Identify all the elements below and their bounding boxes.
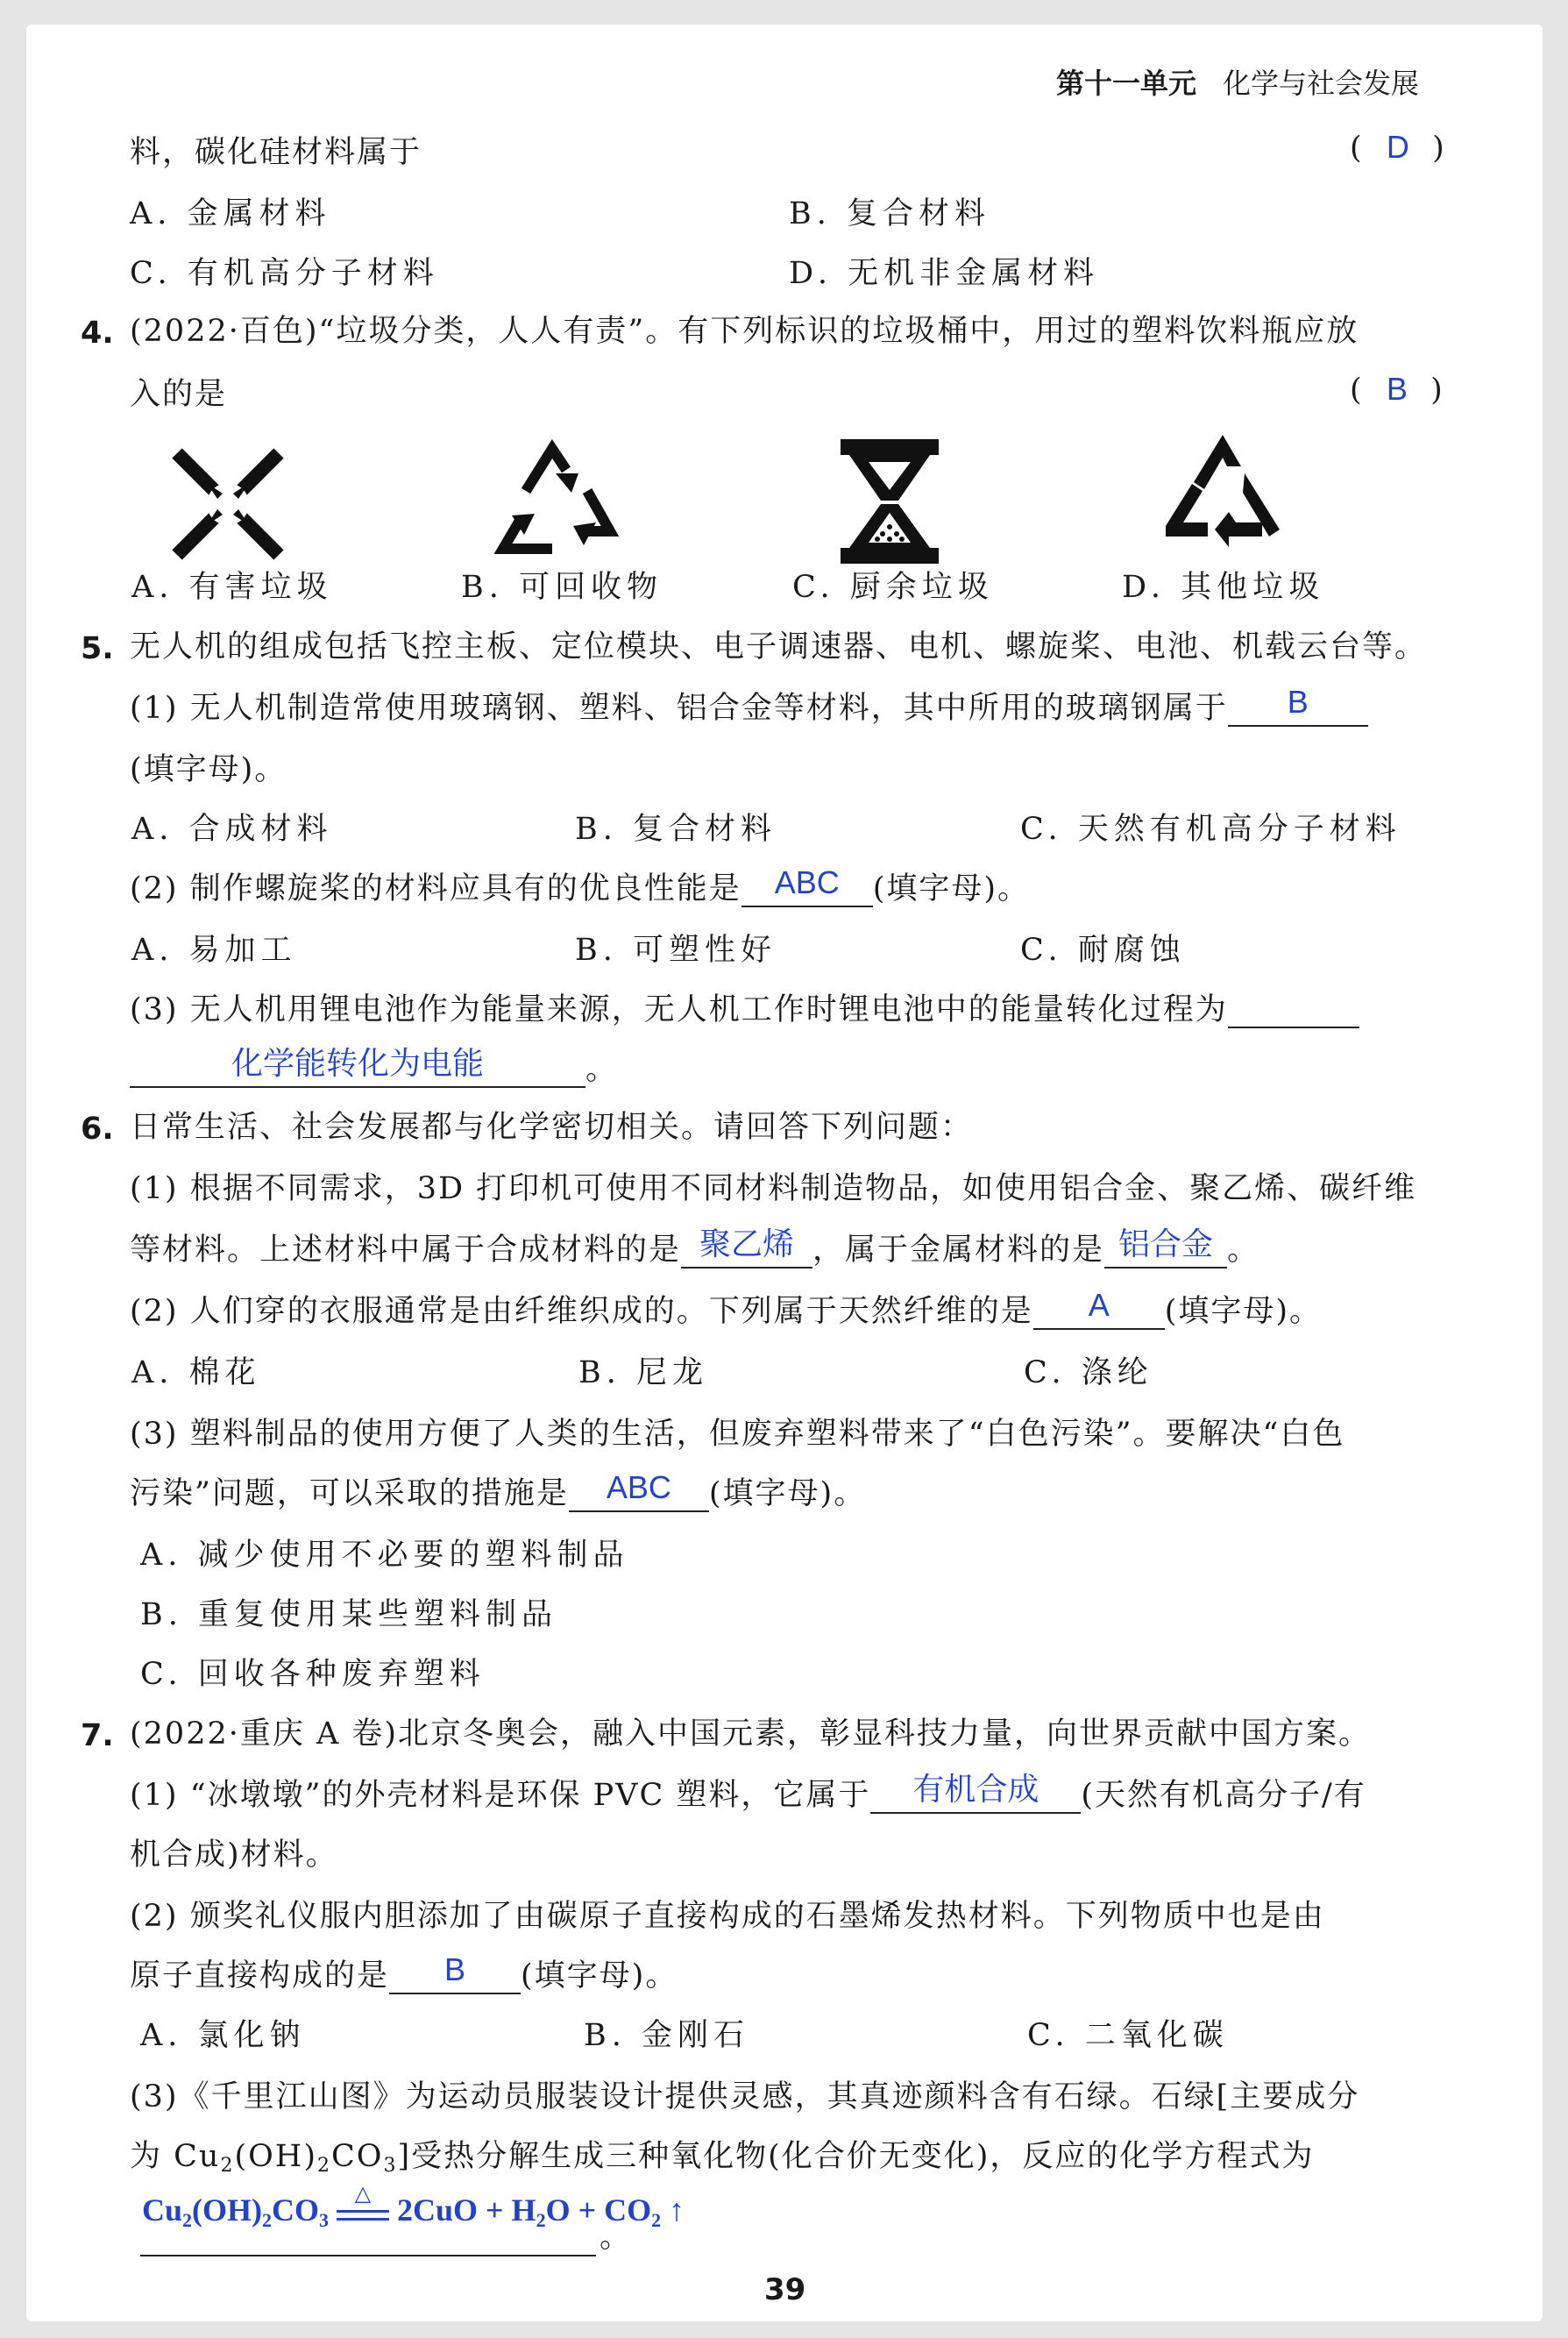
q5-part1-answer: B: [1287, 684, 1309, 720]
q5-part3-blank-start: [1228, 993, 1359, 1028]
q6-part3-blank[interactable]: [569, 1469, 709, 1512]
q5-part2-blank[interactable]: [741, 864, 873, 907]
q5-part2-option-b: B. 可塑性好: [575, 933, 777, 968]
eq-gas-arrow: ↑: [669, 2192, 685, 2228]
q5-part3-answer: 化学能转化为电能: [231, 1045, 484, 1081]
eq-reactant-oh: (OH): [192, 2192, 263, 2228]
q3-answer-paren: ( D ): [1350, 129, 1446, 166]
q7-part2-text: 原子直接构成的是: [130, 1958, 390, 1993]
q7-part3-sub-1: 2: [220, 2155, 235, 2177]
q7-part2-option-a: A. 氯化钠: [140, 2018, 306, 2053]
q7-part2-option-c: C. 二氧化碳: [1027, 2018, 1229, 2053]
eq-sub-3: 3: [319, 2209, 330, 2231]
q6-part1-blank2[interactable]: [1104, 1226, 1227, 1268]
eq-reactant-co: CO: [272, 2192, 320, 2228]
header-unit: 第十一单元: [1056, 67, 1197, 100]
q5-part2: [130, 864, 1031, 908]
q5-part1-option-a: A. 合成材料: [131, 812, 333, 847]
q7-stem: (2022·重庆 A 卷)北京冬奥会，融入中国元素，彰显科技力量，向世界贡献中国方案。: [130, 1716, 1372, 1752]
equals-sign: [337, 2210, 389, 2221]
q7-number: 7.: [81, 1718, 114, 1753]
q6-part3-option-a: A. 减少使用不必要的塑料制品: [140, 1538, 629, 1573]
q5-part3-tail: 。: [585, 1052, 619, 1087]
q6-part3-answer: ABC: [606, 1469, 671, 1505]
q6-part3-text: 污染”问题，可以采取的措施是: [130, 1476, 569, 1511]
q5-part2-option-c: C. 耐腐蚀: [1020, 933, 1186, 968]
q6-part1-line1: (1) 根据不同需求，3D 打印机可使用不同材料制造物品，如使用铝合金、聚乙烯、碳纤维: [130, 1171, 1417, 1206]
q7-part1-blank[interactable]: [870, 1771, 1081, 1814]
q6-part3-line2: [130, 1469, 867, 1513]
q6-part1-line2: [130, 1226, 1260, 1269]
q7-part2-option-b: B. 金刚石: [584, 2018, 749, 2053]
q7-part3-line2: [130, 2137, 1314, 2185]
q6-part1-text-b: ，属于金属材料的是: [812, 1233, 1105, 1268]
q5-part1-option-c: C. 天然有机高分子材料: [1020, 812, 1401, 847]
q6-part2-option-b: B. 尼龙: [578, 1355, 708, 1390]
eq-sub-4: 2: [536, 2209, 546, 2231]
q3-option-b: B. 复合材料: [789, 196, 990, 231]
q5-part3-text: [130, 991, 1359, 1029]
q3-option-a: A. 金属材料: [130, 196, 331, 231]
q5-part1-text: (1) 无人机制造常使用玻璃钢、塑料、铝合金等材料，其中所用的玻璃钢属于: [130, 691, 1228, 726]
q5-part3-blank[interactable]: [130, 1045, 585, 1088]
q6-part2-text: (2) 人们穿的衣服通常是由纤维织成的。下列属于天然纤维的是: [130, 1294, 1033, 1329]
q6-stem: 日常生活、社会发展都与化学密切相关。请回答下列问题：: [130, 1110, 974, 1145]
q7-part3-line1: (3)《千里江山图》为运动员服装设计提供灵感，其真迹颜料含有石绿。石绿[主要成分: [130, 2079, 1360, 2114]
q7-part1-text: (1) “冰墩墩”的外壳材料是环保 PVC 塑料，它属于: [130, 1778, 871, 1813]
q6-part3-line1: (3) 塑料制品的使用方便了人类的生活，但废弃塑料带来了“白色污染”。要解决“白色: [130, 1417, 1345, 1452]
q7-part2-answer: B: [444, 1951, 466, 1987]
heat-symbol: △: [354, 2183, 372, 2206]
q7-part3-text-a: 为 Cu: [130, 2139, 221, 2174]
q7-part1-tail: (天然有机高分子/有: [1081, 1778, 1366, 1813]
q6-part2: [130, 1287, 1323, 1331]
q5-part2-answer: ABC: [774, 864, 840, 900]
q6-part2-blank[interactable]: [1033, 1287, 1165, 1330]
q4-number: 4.: [81, 316, 114, 351]
q7-part1-answer: 有机合成: [912, 1771, 1039, 1807]
q5-part3-question: (3) 无人机用锂电池作为能量来源，无人机工作时锂电池中的能量转化过程为: [130, 992, 1228, 1027]
q6-part1-text-c: 。: [1227, 1233, 1260, 1268]
page-number: 39: [764, 2272, 806, 2307]
other-waste-icon: [1157, 431, 1288, 561]
q6-part3-option-b: B. 重复使用某些塑料制品: [140, 1597, 557, 1632]
q3-answer: D: [1386, 129, 1409, 165]
q7-part2-blank[interactable]: [389, 1951, 521, 1994]
q7-part1-line2: 机合成)材料。: [130, 1837, 338, 1873]
q6-part3-option-c: C. 回收各种废弃塑料: [140, 1657, 486, 1692]
q4-option-d: D. 其他垃圾: [1122, 570, 1325, 605]
q6-part3-tail: (填字母)。: [708, 1476, 867, 1511]
q5-part3-line2: [130, 1045, 619, 1089]
eq-products-b: O + CO: [545, 2192, 652, 2228]
q4-answer: B: [1386, 371, 1408, 407]
q6-part2-answer: A: [1088, 1287, 1110, 1323]
q5-part2-option-a: A. 易加工: [131, 933, 297, 968]
eq-products-a: 2CuO + H: [397, 2192, 536, 2228]
q5-part1-option-b: B. 复合材料: [575, 812, 777, 847]
q4-answer-paren: ( B ): [1350, 371, 1444, 408]
header-topic: 化学与社会发展: [1223, 67, 1420, 100]
q4-option-c: C. 厨余垃圾: [792, 570, 994, 605]
q5-part1-blank[interactable]: [1228, 684, 1368, 727]
q5-part1: [130, 684, 1368, 728]
q7-part2-line1: (2) 颁奖礼仪服内胆添加了由碳原子直接构成的石墨烯发热材料。下列物质中也是由: [130, 1899, 1325, 1934]
q6-part2-tail: (填字母)。: [1164, 1294, 1323, 1329]
q7-part3-text-c: CO: [330, 2139, 384, 2174]
eq-sub-5: 2: [651, 2209, 662, 2231]
q6-part1-text-a: 等材料。上述材料中属于合成材料的是: [130, 1233, 682, 1268]
q5-number: 5.: [81, 631, 114, 666]
q4-option-a: A. 有害垃圾: [131, 570, 333, 605]
q6-number: 6.: [81, 1112, 114, 1147]
q7-part3-text-d: ]受热分解生成三种氧化物(化合价无变化)，反应的化学方程式为: [397, 2139, 1315, 2174]
q7-part3-sub-2: 2: [316, 2155, 331, 2177]
q6-part1-answer2: 铝合金: [1118, 1226, 1214, 1261]
q6-part2-option-a: A. 棉花: [131, 1355, 261, 1390]
q7-part2-line2: [130, 1951, 678, 1995]
q4-option-b: B. 可回收物: [461, 570, 663, 605]
q3-option-d: D. 无机非金属材料: [789, 256, 1100, 291]
q3-text: 料，碳化硅材料属于: [130, 135, 422, 170]
eq-sub-2: 2: [262, 2209, 273, 2231]
eq-reactant-cu: Cu: [142, 2192, 183, 2228]
q4-stem-line1: (2022·百色)“垃圾分类，人人有责”。有下列标识的垃圾桶中，用过的塑料饮料瓶应放: [130, 314, 1359, 349]
q5-part2-tail: (填字母)。: [872, 871, 1031, 906]
q5-part1-tail: (填字母)。: [130, 752, 287, 787]
page-header: [1056, 61, 1419, 102]
kitchen-waste-icon: [837, 436, 942, 567]
q6-part2-option-c: C. 涤纶: [1024, 1355, 1153, 1390]
q5-part2-text: (2) 制作螺旋桨的材料应具有的优良性能是: [130, 871, 741, 906]
eq-sub-1: 2: [182, 2209, 193, 2231]
q3-option-c: C. 有机高分子材料: [130, 256, 439, 291]
q7-part3-end: 。: [600, 2220, 633, 2255]
q6-part1-answer1: 聚乙烯: [699, 1226, 795, 1261]
q7-part3-sub-3: 3: [383, 2155, 398, 2177]
eq-heat-condition: [337, 2183, 389, 2221]
q7-part1: [130, 1771, 1366, 1815]
q5-stem: 无人机的组成包括飞控主板、定位模块、电子调速器、电机、螺旋桨、电池、机载云台等。: [130, 629, 1428, 664]
q7-part2-tail: (填字母)。: [521, 1958, 678, 1993]
recyclable-icon: [491, 438, 622, 561]
q7-part3-blank-line: [140, 2255, 596, 2256]
q7-part3-text-b: (OH): [234, 2139, 317, 2174]
q4-stem-line2: 入的是: [130, 377, 228, 412]
q6-part1-blank1[interactable]: [681, 1226, 812, 1268]
hazardous-waste-icon: [167, 443, 289, 565]
